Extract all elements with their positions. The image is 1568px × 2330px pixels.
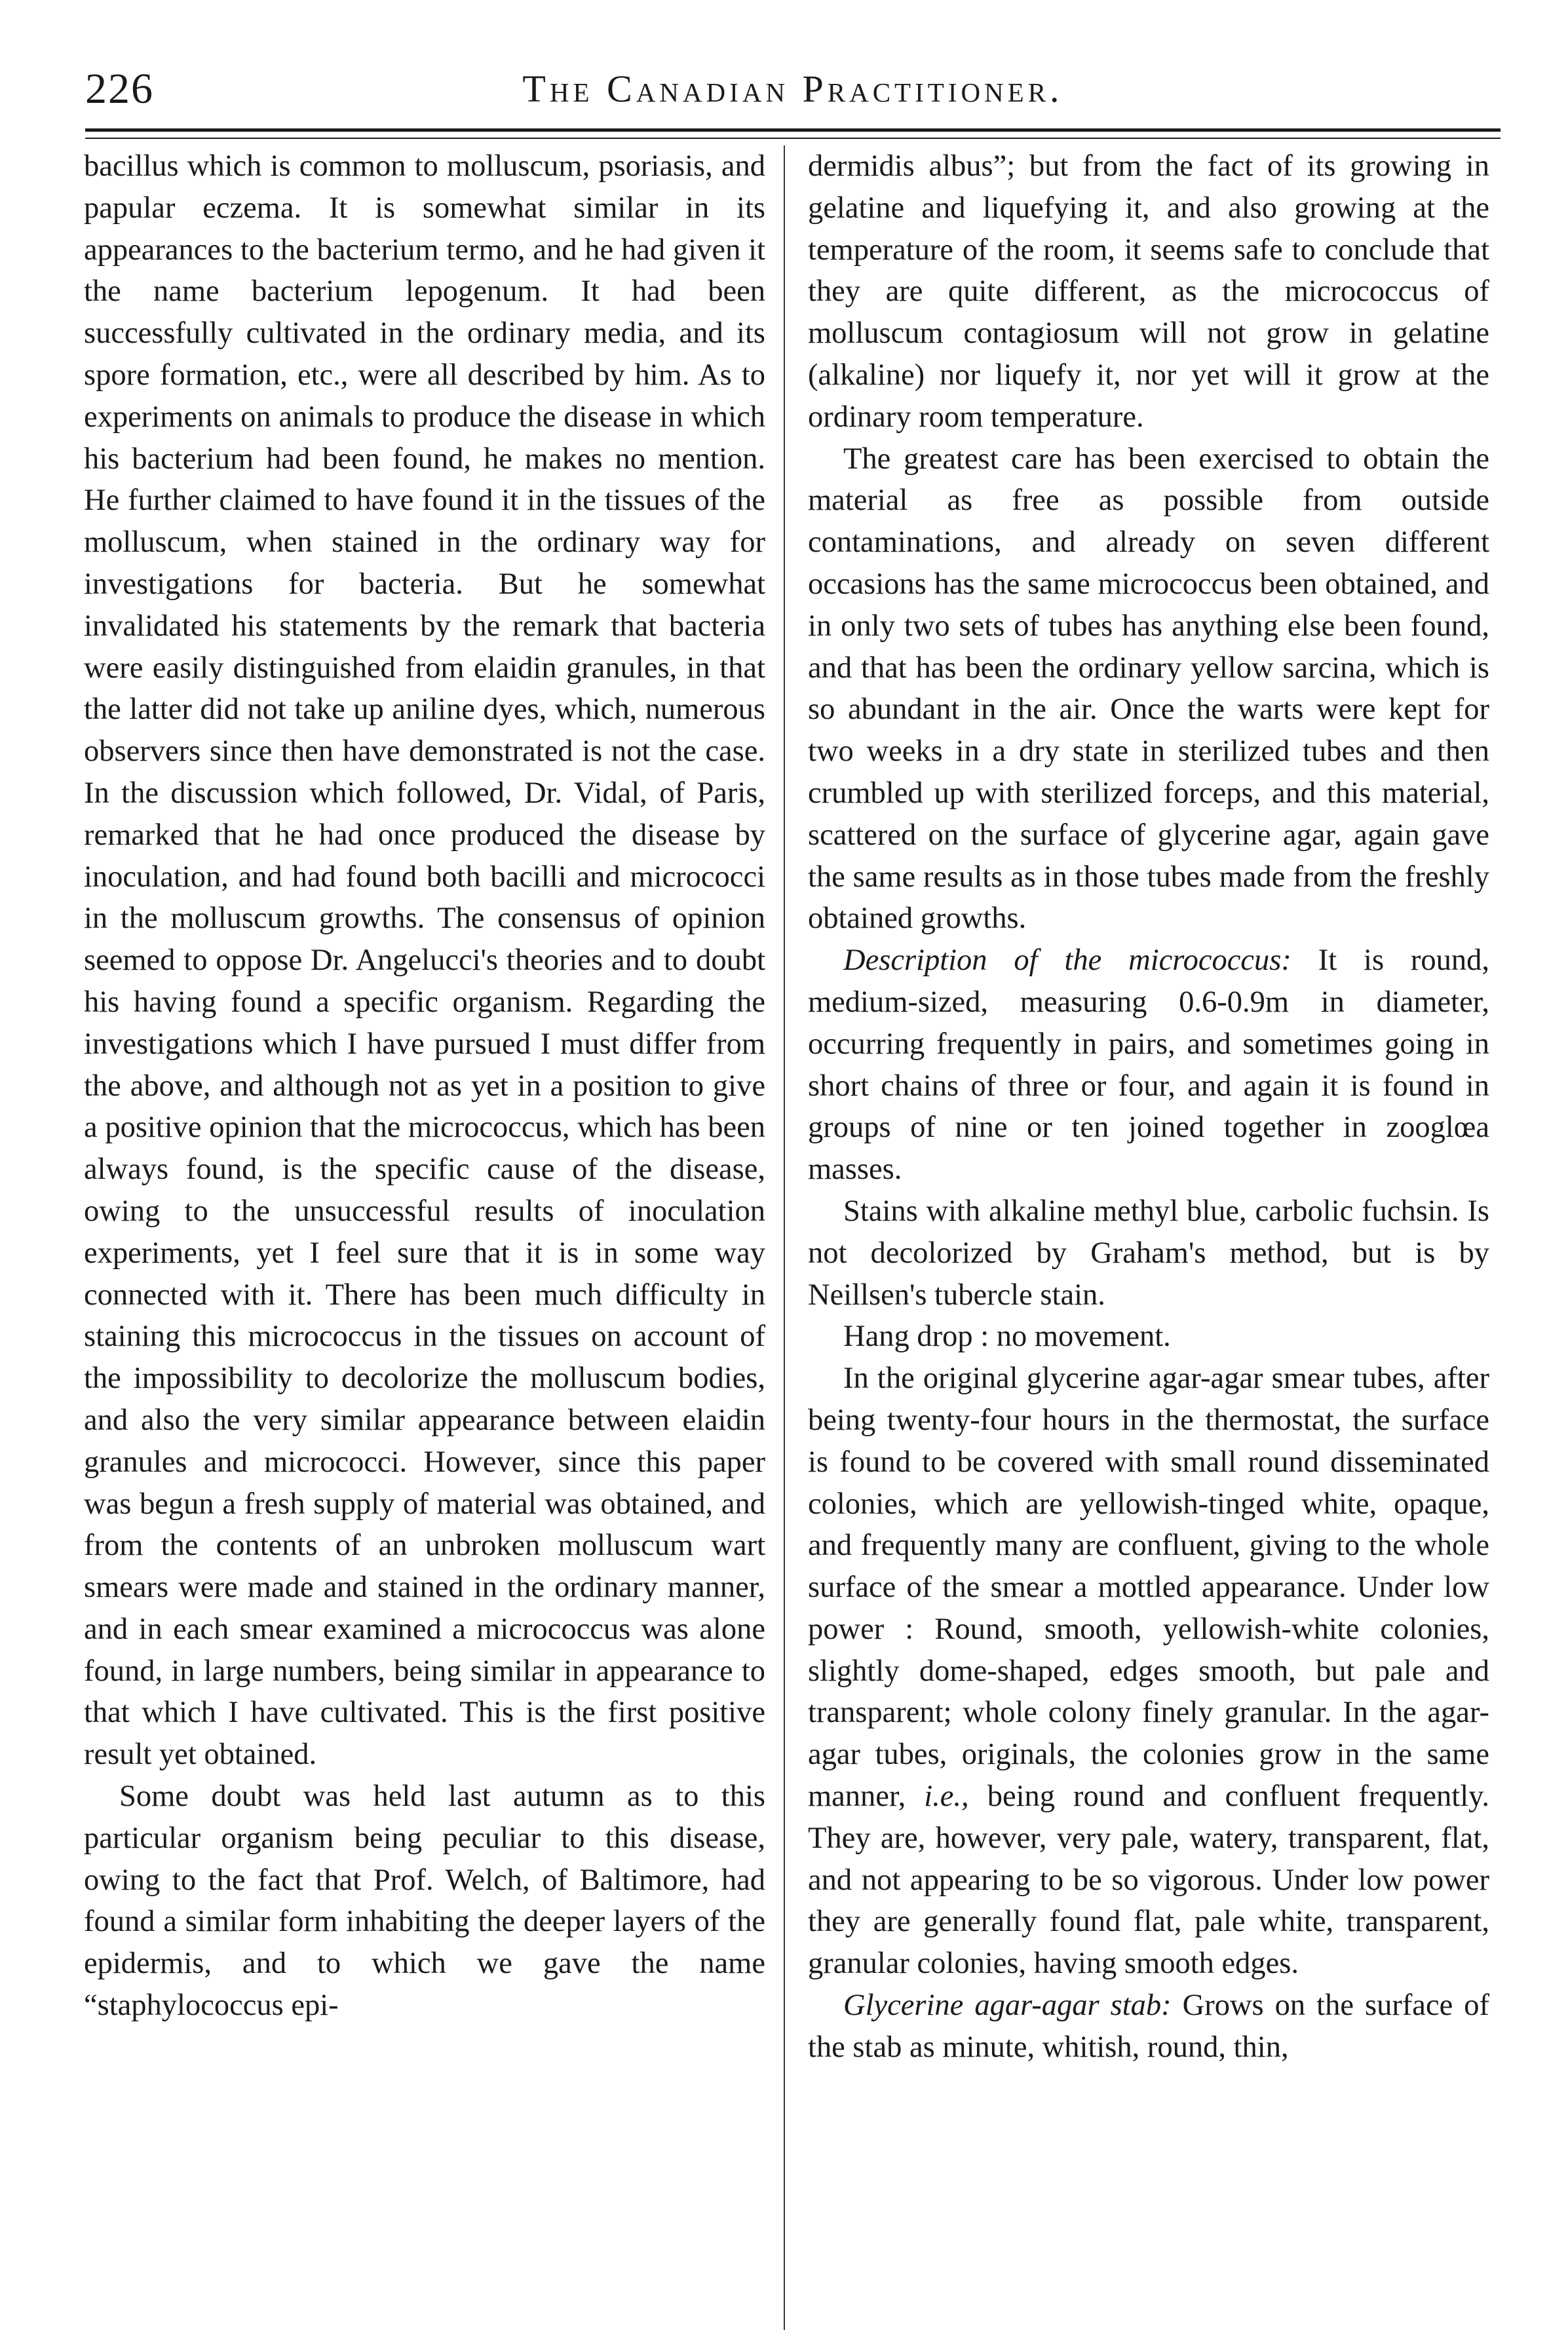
stab-body: Grows on the surface of the stab as minute, whitish, round, thin, bbox=[808, 1989, 1489, 2064]
right-paragraph-4: Stains with alkaline methyl blue, carbolic fuchsin. Is not decolorized by Graham's method, but is by Neillsen's tubercle stain. bbox=[808, 1194, 1489, 1312]
left-paragraph-1: bacillus which is common to molluscum, psoriasis, and papular eczema. It is somewhat similar in its appearances to the bacterium termo, and he had given it the name bacterium lepogenum. It had been successfully cultivated in the ordinary media, and its spore formation, etc., were all described by him. As to experiments on animals to produce the disease in which his bacterium had been found, he makes no mention. He further claimed to have found it in the tissues of the molluscum, when stained in the ordinary way for investigations for bacteria. But he somewhat invalidated his statements by the remark that bacteria were easily distinguished from elaidin granules, in that the latter did not take up aniline dyes, which, numerous observers since then have demonstrated is not the case. In the discussion which followed, Dr. Vidal, of Paris, remarked that he had once produced the disease by inoculation, and had found both bacilli and micrococci in the molluscum growths. The consensus of opinion seemed to oppose Dr. Angelucci's theories and to doubt his having found a specific organism. Regarding the investigations which I have pursued I must differ from the above, and although not as yet in a position to give a positive opinion that the micrococcus, which has been always found, is the specific cause of the disease, owing to the unsuccessful results of inoculation experiments, yet I feel sure that it is in some way connected with it. There has been much difficulty in staining this micrococcus in the tissues on account of the impossibility to decolorize the molluscum bodies, and also the very similar appearance between elaidin granules and micrococci. However, since this paper was begun a fresh supply of material was obtained, and from the contents of an unbroken molluscum wart smears were made and stained in the ordinary manner, and in each smear examined a micrococcus was alone found, in large numbers, being similar in appearance to that which I have cultivated. This is the first positive result yet obtained. bbox=[84, 149, 765, 1772]
description-heading: Description of the micrococcus: bbox=[843, 944, 1291, 978]
stab-heading: Glycerine agar-agar stab: bbox=[843, 1989, 1172, 2023]
right-paragraph-7 bbox=[808, 1985, 1489, 2069]
header-rule-thick bbox=[85, 128, 1501, 132]
page-number: 226 bbox=[85, 65, 154, 113]
left-paragraph-2: Some doubt was held last autumn as to this particular organism being peculiar to this disease, owing to the fact that Prof. Welch, of Baltimore, had found a similar form inhabiting the deeper layers of the epidermis, and to which we gave the name “staphylococcus epi- bbox=[84, 1780, 765, 2023]
right-paragraph-3 bbox=[808, 940, 1489, 1191]
right-paragraph-5: Hang drop : no movement. bbox=[843, 1320, 1171, 1354]
left-column bbox=[84, 145, 765, 2330]
running-header bbox=[85, 56, 1501, 122]
right-paragraph-6 bbox=[808, 1358, 1489, 1985]
smear-tubes-text-rest: being round and confluent frequently. They are, however, very pale, watery, transparent, flat, and not appearing to be so vigorous. Under low power they are generally found flat, pale white, transparent, granular colonies, having smooth edges. bbox=[808, 1780, 1489, 1981]
header-rule-thin bbox=[85, 138, 1501, 139]
column-divider bbox=[784, 145, 785, 2330]
description-body: It is round, medium-sized, measuring 0.6-0.9m in diameter, occurring frequently in pairs, and sometimes going in short chains of three or four, and again it is found in groups of nine or ten joined together in zooglœa masses. bbox=[808, 944, 1489, 1187]
right-paragraph-2: The greatest care has been exercised to obtain the material as free as possible from outside contaminations, and already on seven different occasions has the same micrococcus been obtained, and in only two sets of tubes has anything else been found, and that has been the ordinary yellow sarcina, which is so abundant in the air. Once the warts were kept for two weeks in a dry state in sterilized tubes and then crumbled up with sterilized forceps, and this material, scattered on the surface of glycerine agar, again gave the same results as in those tubes made from the freshly obtained growths. bbox=[808, 442, 1489, 936]
journal-title: The Canadian Practitioner. bbox=[522, 67, 1063, 110]
right-paragraph-1: dermidis albus”; but from the fact of its growing in gelatine and liquefying it, and also growing at the temperature of the room, it seems safe to conclude that they are quite different, as the micrococcus of molluscum contagiosum will not grow in gelatine (alkaline) nor liquefy it, nor yet will it grow at the ordinary room temperature. bbox=[808, 149, 1489, 434]
right-column bbox=[808, 145, 1489, 2330]
ie-abbreviation: i.e., bbox=[924, 1780, 969, 1814]
smear-tubes-text: In the original glycerine agar-agar smear tubes, after being twenty-four hours in the thermostat, the surface is found to be covered with small round disseminated colonies, which are yellowish-tinged white, opaque, and frequently many are confluent, giving to the whole surface of the smear a mottled appearance. Under low power : Round, smooth, yellowish-white colonies, slightly dome-shaped, edges smooth, but pale and transparent; whole colony finely granular. In the agar-agar tubes, originals, the colonies grow in the same manner, bbox=[808, 1362, 1489, 1814]
